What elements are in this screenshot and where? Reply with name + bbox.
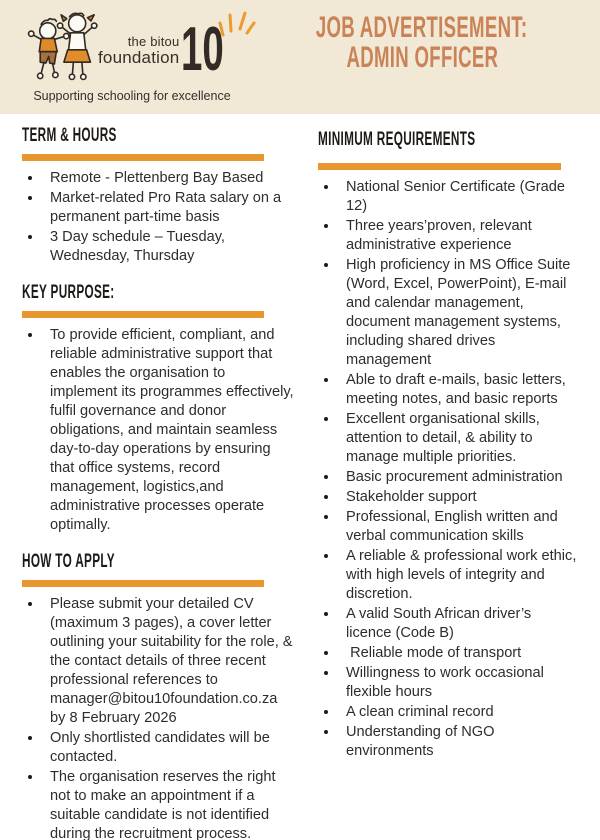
content-columns [0,114,600,840]
list-item: • A valid South African driver’s licence (Code B) [339,604,580,643]
logo-number-text: 10 [181,15,225,84]
list-item: • National Senior Certificate (Grade 12) [339,177,580,216]
page-title [244,0,600,114]
list-item: • Willingness to work occasional flexible hours [339,663,580,702]
list-item: • Basic procurement administration [339,467,580,487]
accent-bar [318,163,561,170]
logo-tagline: Supporting schooling for excellence [33,89,231,103]
list-item: • Understanding of NGO environments [339,722,580,761]
logo-number [181,15,250,84]
list-item: • A reliable & professional work ethic, with high levels of integrity and discretion. [339,546,580,604]
two-children-drawing-icon [26,8,98,86]
list-item: • To provide efficient, compliant, and reliable administrative support that enables the organisation to implement its programmes effectively, fulfil governance and donor obligations, and maintain seamless day-to-day operations by ensuring that office systems, record management, logistics,and administrative processes operate optimally. [43,325,296,535]
left-column [22,125,296,840]
logo-name-line2: foundation [98,48,180,67]
logo [26,0,244,114]
list-item: • Reliable mode of transport [339,643,580,663]
right-column [318,129,580,840]
list-item: • Stakeholder support [339,487,580,507]
section-minimum-requirements [318,129,580,761]
section-term-hours [22,125,296,266]
accent-bar [22,154,264,161]
term-hours-list [22,168,296,266]
accent-bar [22,580,264,587]
list-item: • Excellent organisational skills, attention to detail, & ability to manage multiple priorities. [339,409,580,467]
list-item: • Professional, English written and verbal communication skills [339,507,580,546]
section-how-to-apply [22,551,296,840]
sun-rays-icon [218,9,256,37]
list-item: • High proficiency in MS Office Suite (Word, Excel, PowerPoint), E-mail and calendar management, document management systems, including shared drives management [339,255,580,370]
list-item: • Only shortlisted candidates will be contacted. [43,728,296,767]
list-item: • Market-related Pro Rata salary on a permanent part-time basis [43,188,296,227]
list-item: • Three years’proven, relevant administrative experience [339,216,580,255]
section-heading-how-to-apply: HOW TO APPLY [22,551,115,572]
header [0,0,600,114]
page-title-line1: JOB ADVERTISEMENT: [316,11,528,44]
list-item: • 3 Day schedule – Tuesday, Wednesday, Thursday [43,227,296,266]
list-item: • A clean criminal record [339,702,580,722]
logo-name-line1: the bitou [127,34,180,49]
page-title-line2: ADMIN OFFICER [346,41,498,74]
list-item: • Please submit your detailed CV (maximum 3 pages), a cover letter outlining your suitability for the role, & the contact details of three recent professional references to manager@bitou10foundation.co.za by 8 February 2026 [43,594,296,728]
section-key-purpose [22,282,296,535]
section-heading-key-purpose: KEY PURPOSE: [22,282,115,303]
list-item: • Able to draft e-mails, basic letters, meeting notes, and basic reports [339,370,580,409]
section-heading-minimum-requirements: MINIMUM REQUIREMENTS [318,129,476,150]
logo-wordmark [98,35,179,66]
logo-row [26,8,244,86]
key-purpose-list [22,325,296,535]
list-item: • Remote - Plettenberg Bay Based [43,168,296,188]
section-heading-term-hours: TERM & HOURS [22,125,117,146]
minimum-requirements-list [318,177,580,761]
how-to-apply-list [22,594,296,840]
accent-bar [22,311,264,318]
list-item: • The organisation reserves the right not to make an appointment if a suitable candidate is not identified during the recruitment process. [43,767,296,840]
